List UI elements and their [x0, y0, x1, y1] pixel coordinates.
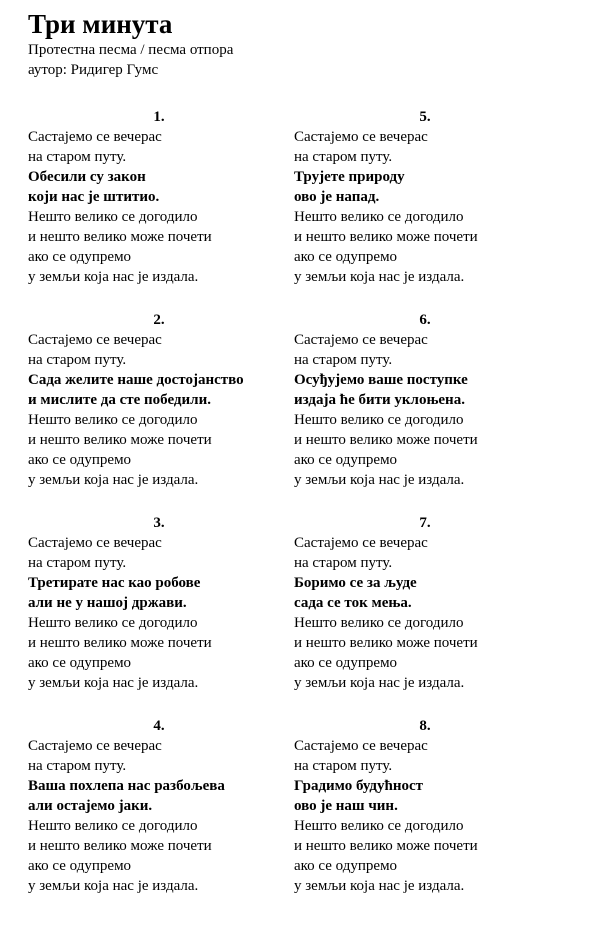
stanza-line-bold: сада се ток мења.	[294, 595, 412, 611]
stanza-line: Нешто велико се догодило	[28, 209, 198, 225]
stanza-line: и нешто велико може почети	[294, 838, 478, 854]
stanza-1	[28, 107, 300, 287]
stanza-line: Састајемо се вечерас	[28, 332, 162, 348]
stanza-3	[28, 513, 300, 693]
stanza-line: Састајемо се вечерас	[294, 332, 428, 348]
stanza-line-bold: Третирате нас као робове	[28, 575, 201, 591]
stanza-line: у земљи која нас је издала.	[28, 878, 199, 894]
stanza-line: и нешто велико може почети	[28, 635, 212, 651]
stanza-line: у земљи која нас је издала.	[294, 878, 465, 894]
stanza-number: 2.	[153, 312, 165, 328]
stanza-line-bold: Боримо се за људе	[294, 575, 417, 591]
stanza-line: Састајемо се вечерас	[28, 738, 162, 754]
stanza-line: и нешто велико може почети	[294, 635, 478, 651]
stanza-line: у земљи која нас је издала.	[294, 269, 465, 285]
stanza-line-bold: али не у нашој држави.	[28, 595, 187, 611]
stanza-line: на старом путу.	[28, 149, 127, 165]
stanza-line: Састајемо се вечерас	[294, 535, 428, 551]
stanza-line-bold: Трујете природу	[294, 169, 405, 185]
stanza-line: на старом путу.	[294, 352, 393, 368]
stanza-number: 3.	[153, 515, 165, 531]
stanza-line: Састајемо се вечерас	[28, 129, 162, 145]
stanza-line-bold: Градимо будућност	[294, 778, 424, 794]
stanza-line: и нешто велико може почети	[28, 432, 212, 448]
stanza-line-bold: издаја ће бити уклоњена.	[294, 392, 465, 408]
stanza-4	[28, 716, 300, 896]
stanza-line: и нешто велико може почети	[294, 229, 478, 245]
stanza-number: 6.	[419, 312, 431, 328]
stanza-line: Састајемо се вечерас	[294, 129, 428, 145]
stanza-line: ако се одупремо	[28, 655, 132, 671]
stanza-line: Нешто велико се догодило	[294, 209, 464, 225]
stanza-line: и нешто велико може почети	[28, 838, 212, 854]
stanza-line-bold: Сада желите наше достојанство	[28, 372, 244, 388]
stanza-line: Нешто велико се догодило	[28, 412, 198, 428]
stanza-line: на старом путу.	[294, 149, 393, 165]
stanza-line: ако се одупремо	[294, 452, 398, 468]
stanza-line: ако се одупремо	[28, 452, 132, 468]
stanza-line: на старом путу.	[294, 555, 393, 571]
stanza-line: ако се одупремо	[28, 858, 132, 874]
stanza-line: на старом путу.	[28, 352, 127, 368]
stanza-line-bold: али остајемо јаки.	[28, 798, 153, 814]
stanza-line: ако се одупремо	[294, 655, 398, 671]
stanza-line: ако се одупремо	[294, 249, 398, 265]
stanza-line: на старом путу.	[28, 555, 127, 571]
song-subtitle: Протестна песма / песма отпора	[28, 42, 234, 58]
stanza-line: ако се одупремо	[28, 249, 132, 265]
stanza-line-bold: Ваша похлепа нас разбољева	[28, 778, 225, 794]
stanza-number: 5.	[419, 109, 431, 125]
stanza-line: у земљи која нас је издала.	[28, 269, 199, 285]
stanza-line: Нешто велико се догодило	[294, 818, 464, 834]
stanza-line-bold: Обесили су закон	[28, 169, 146, 185]
stanza-line-bold: и мислите да сте победили.	[28, 392, 211, 408]
stanza-line-bold: који нас је штитио.	[28, 189, 160, 205]
stanza-line: и нешто велико може почети	[28, 229, 212, 245]
stanza-line: Састајемо се вечерас	[294, 738, 428, 754]
stanza-line: у земљи која нас је издала.	[294, 472, 465, 488]
stanza-5	[294, 107, 566, 287]
stanza-line-bold: Осуђујемо ваше поступке	[294, 372, 468, 388]
stanza-line: на старом путу.	[294, 758, 393, 774]
stanza-number: 7.	[419, 515, 431, 531]
song-title: Три минута	[28, 9, 173, 39]
stanza-line-bold: ово је напад.	[294, 189, 380, 205]
stanza-number: 8.	[419, 718, 431, 734]
stanza-line: Нешто велико се догодило	[294, 412, 464, 428]
song-author: аутор: Ридигер Гумс	[28, 62, 159, 78]
stanza-number: 4.	[153, 718, 165, 734]
stanza-8	[294, 716, 566, 896]
stanza-7	[294, 513, 566, 693]
stanza-line: Нешто велико се догодило	[294, 615, 464, 631]
stanza-number: 1.	[153, 109, 165, 125]
stanza-line: Нешто велико се догодило	[28, 615, 198, 631]
stanza-line: на старом путу.	[28, 758, 127, 774]
stanza-6	[294, 310, 566, 490]
stanza-line: Састајемо се вечерас	[28, 535, 162, 551]
stanza-line: и нешто велико може почети	[294, 432, 478, 448]
stanza-line: у земљи која нас је издала.	[28, 675, 199, 691]
stanza-2	[28, 310, 300, 490]
stanza-line: ако се одупремо	[294, 858, 398, 874]
stanza-line: Нешто велико се догодило	[28, 818, 198, 834]
stanza-line: у земљи која нас је издала.	[28, 472, 199, 488]
stanza-line-bold: ово је наш чин.	[294, 798, 398, 814]
stanza-line: у земљи која нас је издала.	[294, 675, 465, 691]
